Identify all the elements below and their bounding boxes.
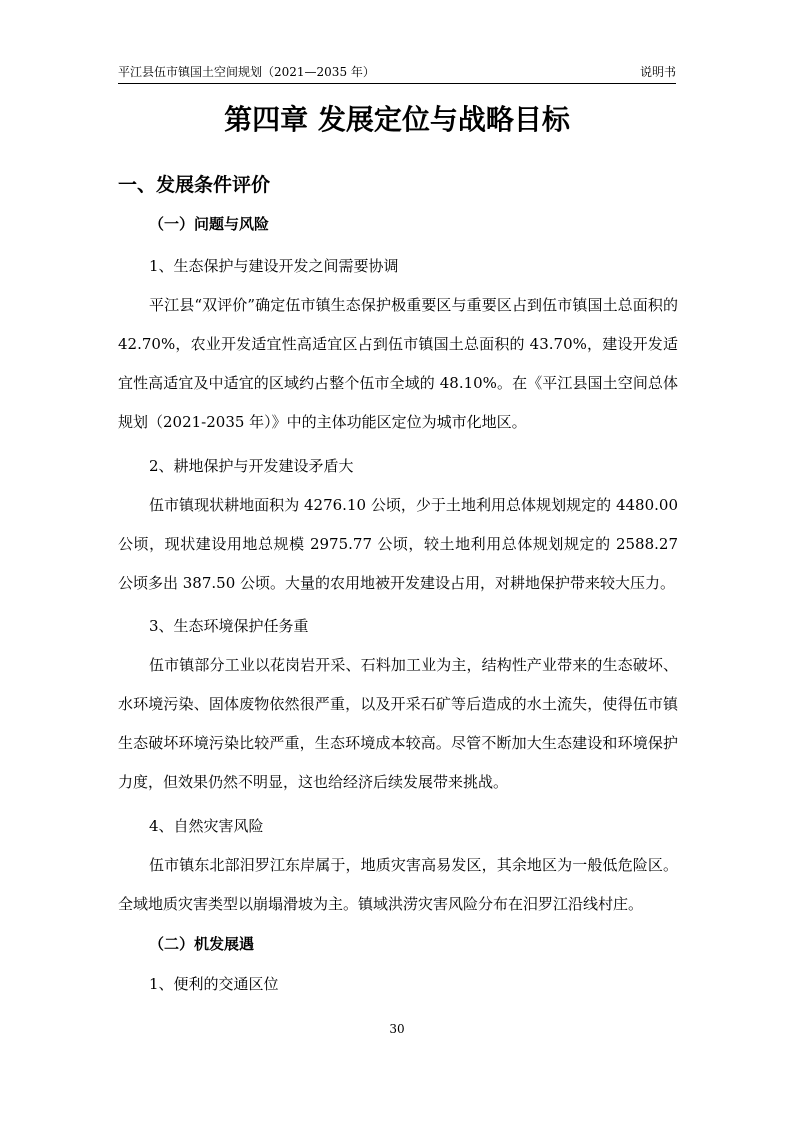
paragraph-disaster: 伍市镇东北部汨罗江东岸属于，地质灾害高易发区，其余地区为一般低危险区。全域地质灾害类型以崩塌滑坡为主。镇域洪涝灾害风险分布在汨罗江沿线村庄。	[118, 856, 678, 913]
subsection-title-opportunities: （二）机发展遇	[149, 935, 255, 953]
subsection-title-risks: （一）问题与风险	[149, 215, 270, 233]
paragraph-farmland: 伍市镇现状耕地面积为 4276.10 公顷，少于土地利用总体规划规定的 4480.00 公顷，现状建设用地总规模 2975.77 公顷，较土地利用总体规划规定的 2588.27 公顷多出 387.50 公顷。大量的农用地被开发建设占用，对耕地保护带来较大压力。	[118, 496, 678, 592]
item-heading-transport: 1、便利的交通区位	[149, 975, 279, 993]
paragraph-environment: 伍市镇部分工业以花岗岩开采、石料加工业为主，结构性产业带来的生态破坏、水环境污染、固体废物依然很严重，以及开采石矿等后造成的水土流失，使得伍市镇生态破坏环境污染比较严重，生态环境成本较高。尽管不断加大生态建设和环境保护力度，但效果仍然不明显，这也给经济后续发展带来挑战。	[118, 656, 678, 791]
section-title: 一、发展条件评价	[118, 174, 271, 196]
item-heading-disaster: 4、自然灾害风险	[149, 817, 264, 835]
page-header	[118, 64, 676, 84]
item-heading-farmland: 2、耕地保护与开发建设矛盾大	[149, 457, 354, 475]
item-heading-ecology: 1、生态保护与建设开发之间需要协调	[149, 257, 399, 275]
page-number: 30	[389, 1022, 405, 1036]
header-document-title: 平江县伍市镇国土空间规划（2021—2035 年）	[118, 65, 375, 79]
header-document-type: 说明书	[639, 65, 676, 79]
item-heading-environment: 3、生态环境保护任务重	[149, 617, 309, 635]
chapter-title: 第四章 发展定位与战略目标	[224, 103, 570, 136]
paragraph-ecology: 平江县“双评价”确定伍市镇生态保护极重要区与重要区占到伍市镇国土总面积的 42.70%，农业开发适宜性高适宜区占到伍市镇国土总面积的 43.70%，建设开发适宜性高适宜及中适宜的区域约占整个伍市全域的 48.10%。在《平江县国土空间总体规划（2021-2035 年）》中的主体功能区定位为城市化地区。	[118, 296, 678, 431]
